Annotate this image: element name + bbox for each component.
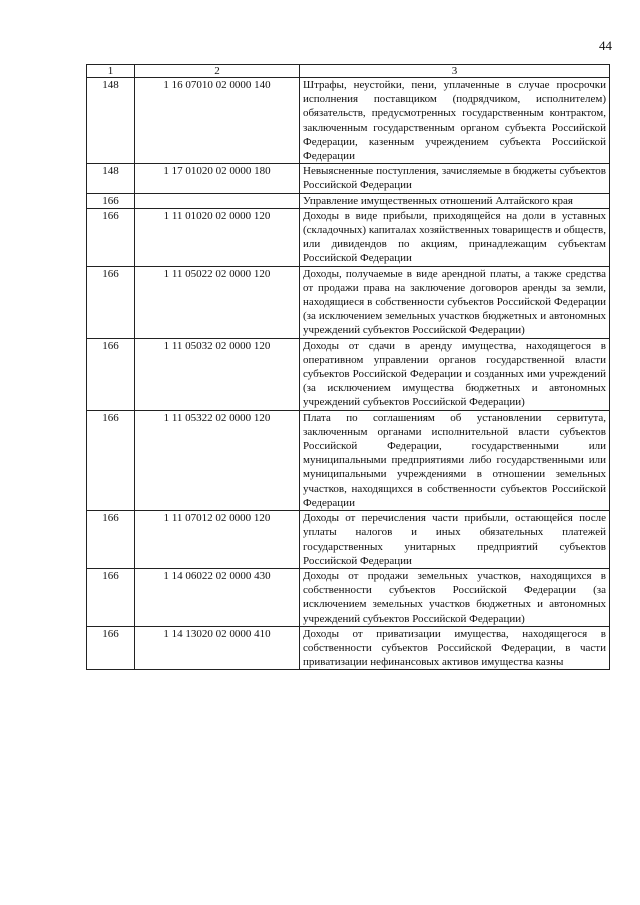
column-header-1: 1	[87, 65, 135, 78]
budget-code-cell	[135, 193, 300, 208]
revenue-name-cell: Плата по соглашениям об установлении сервитута, заключенным органами исполнительной власти субъектов Российской Федерации, государственными или муниципальными предприятиями либо государственными или муниципальными учреждениями в отношении земельных участков, находящихся в собственности субъектов Российской Федерации	[300, 410, 610, 510]
admin-code-cell: 166	[87, 266, 135, 338]
table-row	[87, 164, 610, 193]
table-row	[87, 511, 610, 569]
admin-code-cell: 166	[87, 208, 135, 266]
table-row	[87, 626, 610, 670]
revenue-name-cell: Невыясненные поступления, зачисляемые в бюджеты субъектов Российской Федерации	[300, 164, 610, 193]
admin-code-cell: 166	[87, 626, 135, 670]
revenue-name-cell: Доходы от продажи земельных участков, находящихся в собственности субъектов Российской Федерации (за исключением земельных участков бюджетных и автономных учреждений субъектов Российской Федерации)	[300, 568, 610, 626]
budget-code-cell: 1 11 07012 02 0000 120	[135, 511, 300, 569]
revenue-name-cell: Доходы от сдачи в аренду имущества, находящегося в оперативном управлении органов государственной власти субъектов Российской Федерации и созданных ими учреждений (за исключением имущества бюджетных и автономных учреждений субъектов Российской Федерации)	[300, 338, 610, 410]
budget-code-cell: 1 11 05032 02 0000 120	[135, 338, 300, 410]
header-row	[87, 65, 610, 78]
revenue-name-cell: Доходы, получаемые в виде арендной платы, а также средства от продажи права на заключение договоров аренды за земли, находящиеся в собственности субъектов Российской Федерации (за исключением земельных участков бюджетных и автономных учреждений субъектов Российской Федерации)	[300, 266, 610, 338]
budget-code-cell: 1 11 05322 02 0000 120	[135, 410, 300, 510]
table-row	[87, 338, 610, 410]
page-number: 44	[599, 38, 612, 53]
revenue-codes-table	[86, 64, 610, 670]
budget-code-cell: 1 14 13020 02 0000 410	[135, 626, 300, 670]
table-row	[87, 78, 610, 164]
admin-code-cell: 166	[87, 410, 135, 510]
administrator-name-cell: Управление имущественных отношений Алтайского края	[300, 193, 610, 208]
revenue-name-cell: Доходы от перечисления части прибыли, остающейся после уплаты налогов и иных обязательных платежей государственных унитарных предприятий субъектов Российской Федерации	[300, 511, 610, 569]
budget-code-cell: 1 14 06022 02 0000 430	[135, 568, 300, 626]
admin-code-cell: 148	[87, 164, 135, 193]
column-header-3: 3	[300, 65, 610, 78]
table-row	[87, 266, 610, 338]
table-row	[87, 410, 610, 510]
table-header	[87, 65, 610, 78]
budget-code-cell: 1 11 05022 02 0000 120	[135, 266, 300, 338]
revenue-name-cell: Доходы в виде прибыли, приходящейся на доли в уставных (складочных) капиталах хозяйственных товариществ и обществ, или дивидендов по акциям, принадлежащим субъектам Российской Федерации	[300, 208, 610, 266]
revenue-name-cell: Доходы от приватизации имущества, находящегося в собственности субъектов Российской Федерации, в части приватизации нефинансовых активов имущества казны	[300, 626, 610, 670]
table-row	[87, 193, 610, 208]
admin-code-cell: 166	[87, 338, 135, 410]
admin-code-cell: 166	[87, 568, 135, 626]
budget-code-cell: 1 17 01020 02 0000 180	[135, 164, 300, 193]
admin-code-cell: 166	[87, 193, 135, 208]
table-row	[87, 568, 610, 626]
table-row	[87, 208, 610, 266]
column-header-2: 2	[135, 65, 300, 78]
budget-code-cell: 1 16 07010 02 0000 140	[135, 78, 300, 164]
budget-code-cell: 1 11 01020 02 0000 120	[135, 208, 300, 266]
table-body	[87, 78, 610, 670]
admin-code-cell: 148	[87, 78, 135, 164]
revenue-name-cell: Штрафы, неустойки, пени, уплаченные в случае просрочки исполнения поставщиком (подрядчиком, исполнителем) обязательств, предусмотренных государственным контрактом, заключенным государственным органом субъекта Российской Федерации, казенным учреждением субъекта Российской Федерации	[300, 78, 610, 164]
admin-code-cell: 166	[87, 511, 135, 569]
